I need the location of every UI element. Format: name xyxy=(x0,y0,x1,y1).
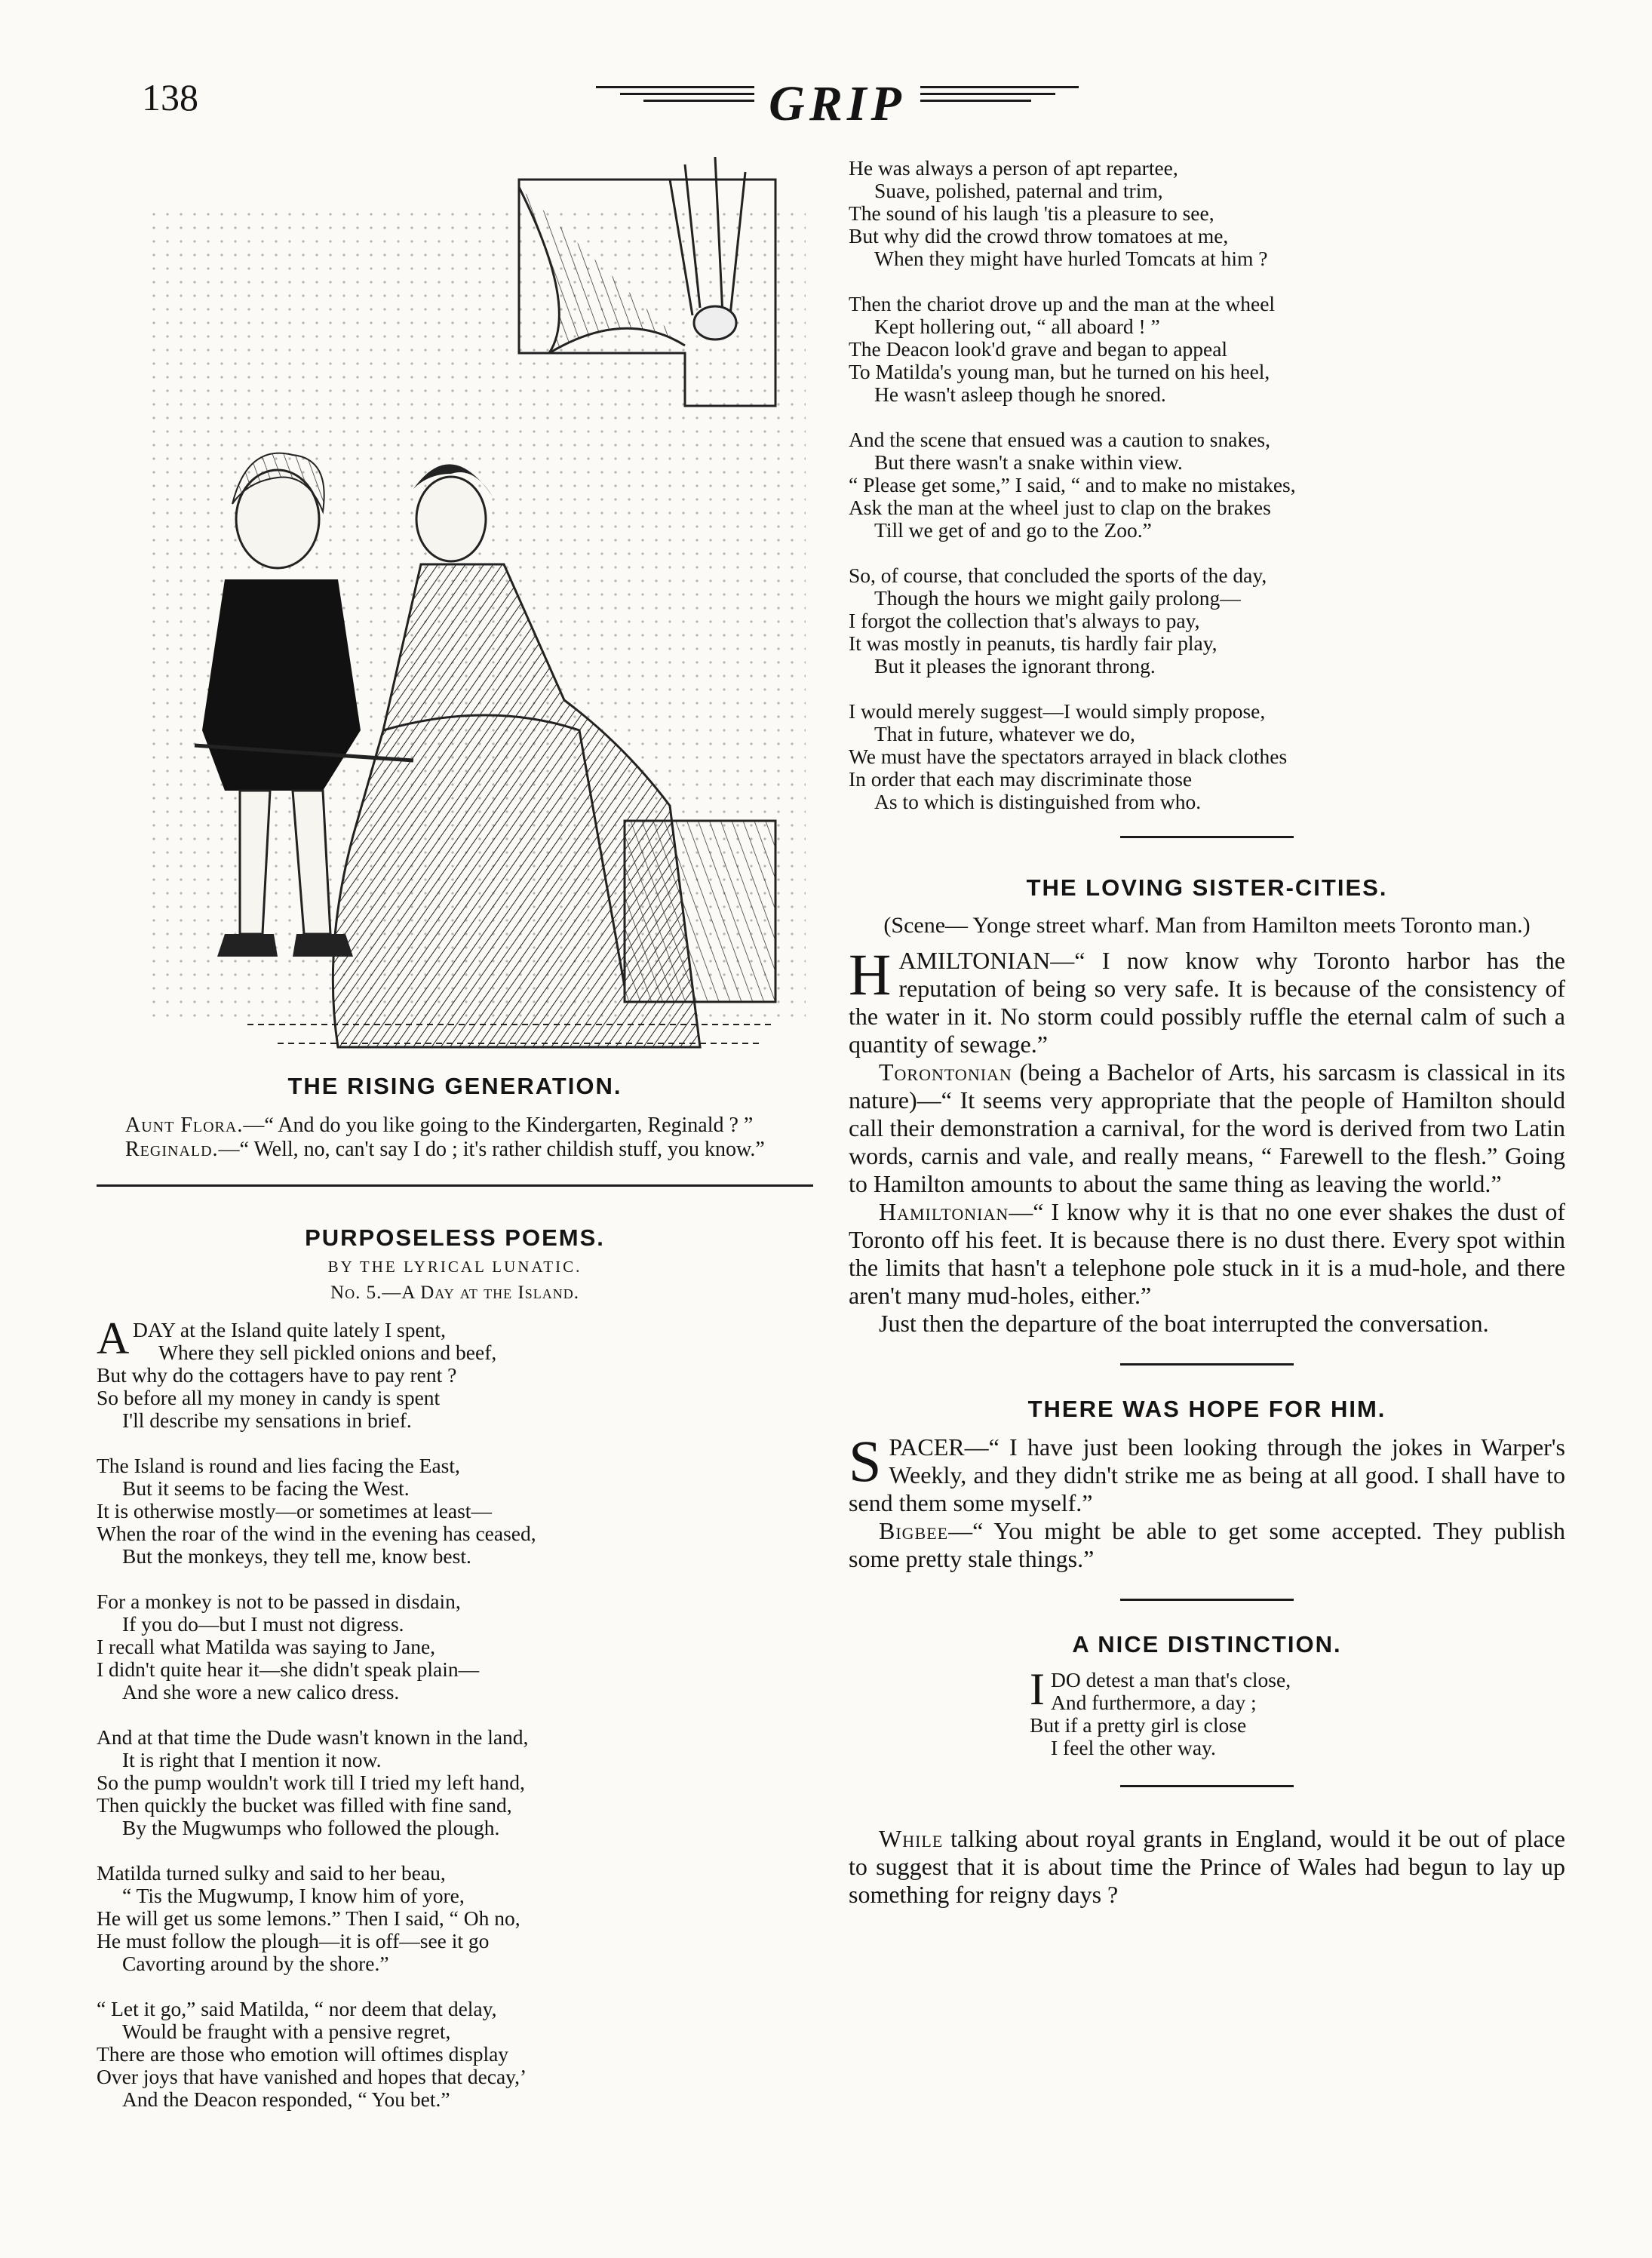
royal-grants xyxy=(849,1825,1565,1909)
poem-line: And she wore a new calico dress. xyxy=(122,1680,400,1703)
poem-line: But there wasn't a snake within view. xyxy=(874,450,1183,474)
poem-line: Suave, polished, paternal and trim, xyxy=(874,179,1163,202)
poem-stanza xyxy=(97,1726,813,1839)
hope-for-him-prose xyxy=(849,1428,1565,1573)
poem-byline: BY THE LYRICAL LUNATIC. xyxy=(327,1258,582,1276)
masthead-ornament-right xyxy=(920,86,1079,116)
poem-stanza xyxy=(849,700,1565,813)
poem-line: In order that each may discriminate those xyxy=(849,767,1193,791)
poem-line: But why did the crowd throw tomatoes at me, xyxy=(849,224,1229,247)
poem-stanza xyxy=(97,1862,813,1975)
purposeless-poems xyxy=(97,1224,813,2111)
poem-line: There are those who emotion will oftimes display xyxy=(97,2042,509,2066)
masthead xyxy=(573,75,1101,136)
poem-line: I DO detest a man that's close, xyxy=(1030,1664,1291,1714)
poem-line: Matilda turned sulky and said to her beau, xyxy=(97,1861,446,1885)
poem-stanza xyxy=(849,429,1565,542)
prose-paragraph: SPACER—“ I have just been looking through the jokes in Warper's Weekly, and they didn't strike me as being at all good. I shall have to send them some myself.” xyxy=(849,1428,1565,1516)
poem-body-right xyxy=(849,157,1565,813)
poem-line: “ Please get some,” I said, “ and to make no mistakes, xyxy=(849,473,1296,496)
poem-body-left xyxy=(97,1313,813,2111)
poem-line: Over joys that have vanished and hopes that decay,’ xyxy=(97,2065,527,2088)
poem-line: Cavorting around by the shore.” xyxy=(122,1952,389,1975)
poem-line: He will get us some lemons.” Then I said, “ Oh no, xyxy=(97,1906,520,1930)
poem-line: The sound of his laugh 'tis a pleasure to see, xyxy=(849,201,1214,225)
poem-line: “ Tis the Mugwump, I know him of yore, xyxy=(122,1884,465,1907)
purposeless-poems-heading: PURPOSELESS POEMS. xyxy=(305,1224,605,1251)
poem-line: So before all my money in candy is spent xyxy=(97,1386,441,1409)
drop-cap: I xyxy=(1030,1664,1045,1714)
poem-line: I forgot the collection that's always to pay, xyxy=(849,609,1200,632)
prose-paragraph: Torontonian (being a Bachelor of Arts, his sarcasm is classical in its nature)—“ It seems very appropriate that the people of Hamilton should call their demonstration a carnival, for the word is derived from two Latin words, carnis and vale, and really means, “ Farewell to the flesh.” Going to Hamilton amounts to about the same thing as leaving the world.” xyxy=(849,1058,1565,1197)
poem-line: I didn't quite hear it—she didn't speak plain— xyxy=(97,1657,480,1681)
nice-distinction xyxy=(849,1631,1565,1759)
poem-line: It is right that I mention it now. xyxy=(122,1748,382,1771)
right-column xyxy=(849,157,1565,1909)
poem-stanza xyxy=(849,157,1565,270)
poem-line: But why do the cottagers have to pay rent ? xyxy=(97,1363,457,1387)
poem-line: If you do—but I must not digress. xyxy=(122,1612,404,1636)
left-column xyxy=(97,157,813,2134)
poem-line: Though the hours we might gaily prolong— xyxy=(874,586,1241,610)
poem-subtitle: No. 5.—A Day at the Island. xyxy=(330,1283,579,1303)
illustration-aunt-and-boy xyxy=(97,157,813,1070)
poem-line: So the pump wouldn't work till I tried my left hand, xyxy=(97,1771,525,1794)
poem-line: When they might have hurled Tomcats at him ? xyxy=(874,247,1268,270)
poem-line: Till we get of and go to the Zoo.” xyxy=(874,518,1152,542)
poem-line: So, of course, that concluded the sports of the day, xyxy=(849,564,1267,587)
poem-line: But it seems to be facing the West. xyxy=(122,1476,410,1500)
poem-line: When the roar of the wind in the evening has ceased, xyxy=(97,1522,536,1545)
poem-line: But if a pretty girl is close xyxy=(1030,1713,1247,1737)
poem-line: He was always a person of apt repartee, xyxy=(849,156,1178,180)
nice-distinction-poem xyxy=(1030,1664,1565,1759)
poem-stanza xyxy=(849,293,1565,406)
poem-line: Then the chariot drove up and the man at the wheel xyxy=(849,292,1276,315)
poem-line: And the scene that ensued was a caution to snakes, xyxy=(849,428,1270,451)
poem-line: Kept hollering out, “ all aboard ! ” xyxy=(874,315,1160,338)
sister-cities xyxy=(849,874,1565,1338)
section-rule xyxy=(1120,1785,1294,1787)
prose-paragraph: Just then the departure of the boat interrupted the conversation. xyxy=(879,1310,1489,1337)
sister-cities-prose xyxy=(849,942,1565,1338)
hope-for-him-heading: THERE WAS HOPE FOR HIM. xyxy=(1027,1396,1386,1422)
poem-line: I feel the other way. xyxy=(1051,1736,1216,1759)
poem-line: Would be fraught with a pensive regret, xyxy=(122,2020,451,2043)
poem-line: I would merely suggest—I would simply propose, xyxy=(849,699,1266,723)
poem-line: To Matilda's young man, but he turned on his heel, xyxy=(849,360,1270,383)
poem-line: He must follow the plough—it is off—see it go xyxy=(97,1929,490,1952)
masthead-title: GRIP xyxy=(769,76,906,131)
poem-stanza xyxy=(97,1313,813,1432)
drop-cap: H xyxy=(849,942,892,1007)
poem-line: That in future, whatever we do, xyxy=(874,722,1135,745)
poem-line: For a monkey is not to be passed in disdain, xyxy=(97,1590,461,1613)
poem-line: As to which is distinguished from who. xyxy=(874,790,1202,813)
poem-line: By the Mugwumps who followed the plough. xyxy=(122,1816,500,1839)
prose-paragraph: HAMILTONIAN—“ I now know why Toronto harbor has the reputation of being so very safe. It is because of the consistency of the water in it. No storm could possibly ruffle the eternal calm of such a quantity of sewage.” xyxy=(849,942,1565,1058)
dialog-line: Reginald.—“ Well, no, can't say I do ; it's rather childish stuff, you know.” xyxy=(125,1138,765,1161)
section-rule xyxy=(1120,836,1294,838)
prose-paragraph: Hamiltonian—“ I know why it is that no one ever shakes the dust of Toronto off his feet. It is because there is no dust there. Every spot within the limits that hasn't a telephone pole stuck in it is a mud-hole, and there aren't many mud-holes, either.” xyxy=(849,1198,1565,1309)
poem-line: We must have the spectators arrayed in black clothes xyxy=(849,745,1288,768)
page-number: 138 xyxy=(142,76,198,118)
poem-line: The Deacon look'd grave and began to appeal xyxy=(849,337,1228,361)
poem-line: Ask the man at the wheel just to clap on the brakes xyxy=(849,496,1271,519)
engraving-image xyxy=(97,157,813,1070)
poem-line: I recall what Matilda was saying to Jane, xyxy=(97,1635,436,1658)
drop-cap: A xyxy=(97,1313,130,1363)
sister-cities-heading: THE LOVING SISTER-CITIES. xyxy=(1026,874,1388,901)
poem-line: But the monkeys, they tell me, know best. xyxy=(122,1544,471,1568)
dialog-line: Aunt Flora.—“ And do you like going to the Kindergarten, Reginald ? ” xyxy=(125,1114,754,1137)
column-rule xyxy=(97,1184,813,1187)
poem-line: But it pleases the ignorant throng. xyxy=(874,654,1156,677)
poem-line: He wasn't asleep though he snored. xyxy=(874,382,1166,406)
poem-stanza xyxy=(97,1998,813,2111)
poem-stanza xyxy=(849,564,1565,677)
poem-line: The Island is round and lies facing the East, xyxy=(97,1454,460,1477)
nice-distinction-heading: A NICE DISTINCTION. xyxy=(1072,1631,1342,1657)
poem-line: I'll describe my sensations in brief. xyxy=(122,1409,412,1432)
poem-line: And furthermore, a day ; xyxy=(1051,1691,1257,1714)
poem-line: It is otherwise mostly—or sometimes at least— xyxy=(97,1499,492,1522)
poem-stanza xyxy=(97,1455,813,1568)
poem-line: Where they sell pickled onions and beef, xyxy=(158,1341,497,1364)
drop-cap: S xyxy=(849,1428,882,1494)
poem-line: And at that time the Dude wasn't known in the land, xyxy=(97,1725,529,1749)
poem-line: And the Deacon responded, “ You bet.” xyxy=(122,2087,450,2111)
poem-stanza xyxy=(97,1590,813,1703)
prose-paragraph: Bigbee—“ You might be able to get some accepted. They publish some pretty stale things.” xyxy=(849,1517,1565,1572)
poem-line: Then quickly the bucket was filled with fine sand, xyxy=(97,1793,512,1817)
poem-line: A DAY at the Island quite lately I spent, xyxy=(97,1313,446,1363)
poem-line: It was mostly in peanuts, tis hardly fair play, xyxy=(849,631,1218,655)
scene-direction: (Scene— Yonge street wharf. Man from Hamilton meets Toronto man.) xyxy=(883,913,1531,938)
rising-generation-heading: THE RISING GENERATION. xyxy=(287,1073,622,1099)
poem-line: “ Let it go,” said Matilda, “ nor deem that delay, xyxy=(97,1997,497,2020)
royal-grants-paragraph: While talking about royal grants in England, would it be out of place to suggest that it is about time the Prince of Wales had begun to lay up something for reigny days ? xyxy=(849,1825,1565,1908)
rising-generation-dialog xyxy=(97,1114,813,1162)
hope-for-him xyxy=(849,1396,1565,1573)
section-rule xyxy=(1120,1363,1294,1366)
section-rule xyxy=(1120,1599,1294,1601)
